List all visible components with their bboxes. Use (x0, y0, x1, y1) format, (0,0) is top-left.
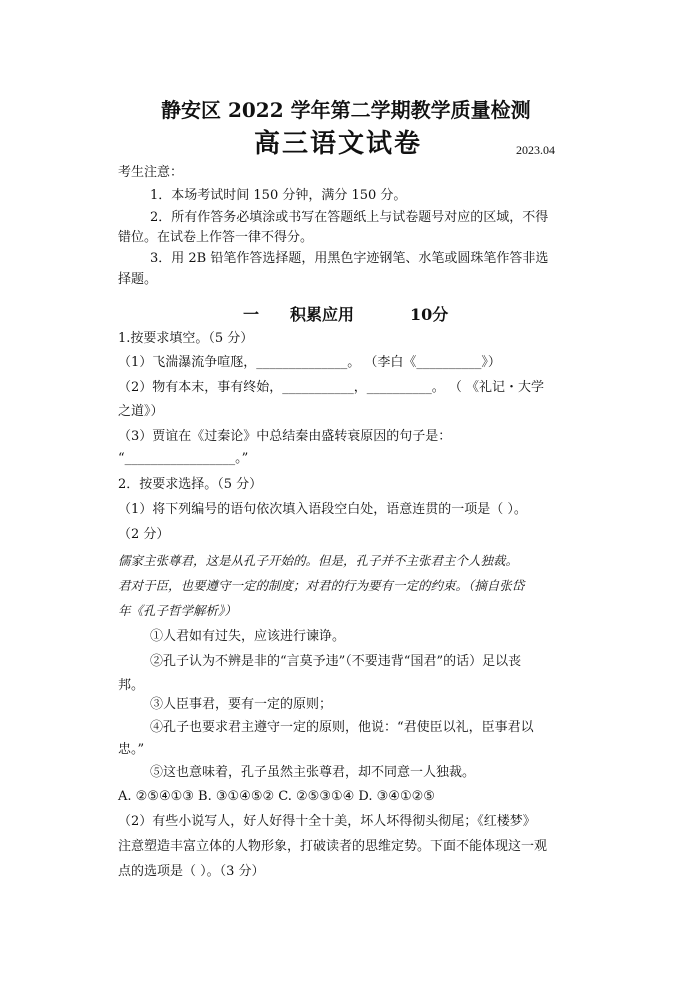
q2-option: 忠。” (118, 742, 145, 757)
q2-sub2: 注意塑造丰富立体的人物形象，打破读者的思维定势。下面不能体现这一观 (118, 839, 548, 854)
section-name: 积累应用 (290, 305, 355, 324)
notes-heading: 考生注意： (118, 165, 184, 180)
q2-sub1: （1）将下列编号的语句依次填入语段空白处，语意连贯的一项是（ ）。 (118, 502, 527, 517)
q2-option: ②孔子认为不辨是非的“言莫予违”（不要违背“国君”的话）足以丧 (150, 654, 522, 669)
q2-title: 2．按要求选择。（5 分） (118, 477, 263, 492)
q1-line: 之道》） (118, 404, 164, 419)
q2-option: ①人君如有过失，应该进行谏诤。 (150, 629, 346, 644)
notes-item: 2．所有作答务必填涂或书写在答题纸上与试卷题号对应的区域，不得 (150, 210, 549, 225)
q2-option: 邦。 (118, 678, 145, 693)
q2-sub2: 点的选项是（ ）。（3 分） (118, 864, 265, 879)
q2-option: ⑤这也意味着，孔子虽然主张尊君，却不同意一人独裁。 (150, 765, 476, 780)
section-score: 10分 (410, 305, 449, 324)
q1-line: （3）贾谊在《过秦论》中总结秦由盛转衰原因的句子是： (118, 429, 452, 444)
notes-item: 择题。 (118, 272, 158, 287)
q2-passage: 儒家主张尊君，这是从孔子开始的。但是，孔子并不主张君主个人独裁。 (118, 553, 519, 568)
notes-item: 1．本场考试时间 150 分钟，满分 150 分。 (150, 188, 407, 203)
exam-title: 静安区 2022 学年第二学期教学质量检测 (161, 98, 531, 122)
q2-sub1: （2 分） (118, 527, 170, 542)
q2-passage: 年《孔子哲学解析》） (118, 603, 237, 618)
q1-line: （1）飞湍瀑流争喧豗，______________。 （李白《__________》） (118, 355, 501, 370)
q1-line: “_________________。” (118, 451, 249, 466)
notes-item: 错位。在试卷上作答一律不得分。 (118, 230, 314, 245)
q2-choices: A. ②⑤④①③ B. ③①④⑤② C. ②⑤③①④ D. ③④①②⑤ (118, 789, 435, 804)
q1-title: 1.按要求填空。（5 分） (118, 331, 254, 346)
section-number: 一 (243, 305, 260, 324)
q2-option: ③人臣事君，要有一定的原则； (150, 697, 333, 712)
q2-option: ④孔子也要求君主遵守一定的原则，他说：“君使臣以礼，臣事君以 (150, 720, 534, 735)
notes-item: 3．用 2B 铅笔作答选择题，用黑色字迹钢笔、水笔或圆珠笔作答非选 (150, 251, 549, 266)
q1-line: （2）物有本末，事有终始，___________，__________。 （ 《礼记・大学 (118, 380, 545, 395)
q2-sub2: （2）有些小说写人，好人好得十全十美，坏人坏得彻头彻尾；《红楼梦》 (118, 814, 536, 829)
q2-passage: 君对于臣，也要遵守一定的制度；对君的行为要有一定的约束。（摘自张岱 (118, 578, 525, 593)
exam-subtitle: 高三语文试卷 (254, 129, 423, 159)
exam-date: 2023.04 (516, 143, 555, 157)
